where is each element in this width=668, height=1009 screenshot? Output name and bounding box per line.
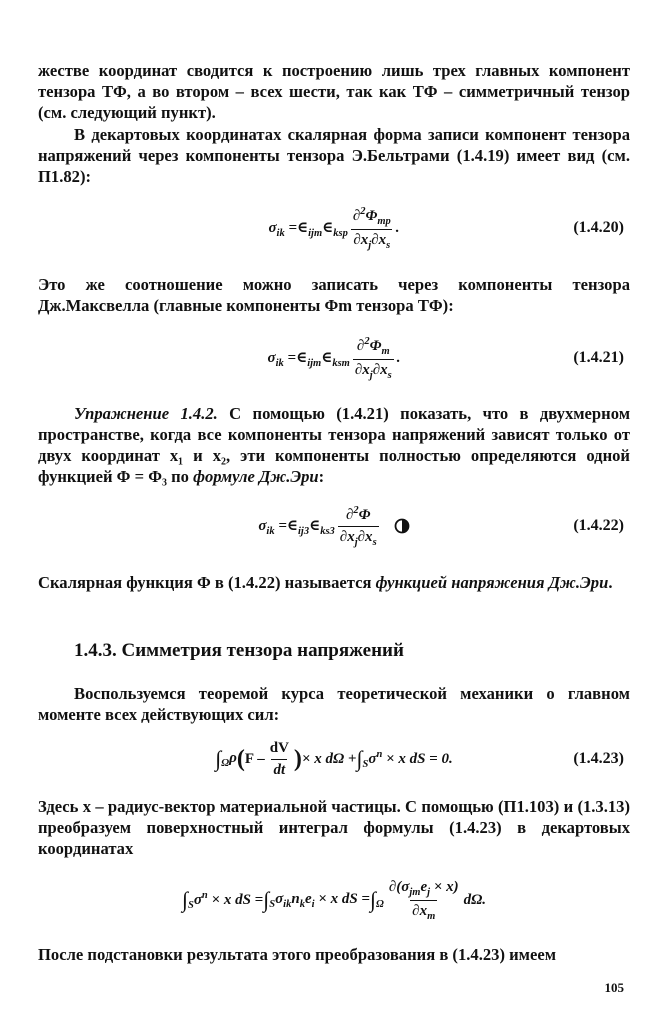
equation-number: (1.4.20) [573, 219, 624, 236]
equation-number: (1.4.21) [573, 349, 624, 366]
paragraph-8: После подстановки результата этого преобразования в (1.4.23) имеем [38, 945, 557, 964]
section-heading: 1.4.3. Симметрия тензора напряжений [74, 640, 404, 661]
airy-formula-term: формуле Дж.Эри [193, 467, 319, 486]
paragraph-2: В декартовых координатах скалярная форма записи компонент тензора напряжений через компоненты тензора Э.Бельтрами (1.4.19) имеет вид (см. П1.82): [38, 125, 630, 186]
paragraph-1: жестве координат сводится к построению лишь трех главных компонент тензора TΦ, а во втором – всех шести, так как TΦ – симметричный тензор (см. следующий пункт). [38, 61, 630, 122]
page-number: 105 [604, 980, 624, 995]
formula-1-4-21: $\sigma_{ik}$ $=\in_{ijm}\in_{ksm}$ $\frac{\partial^2\Phi_m}{\partial x_j\partial x_s}$ . [267, 335, 401, 381]
airy-function-text: Скалярная функция Φ в (1.4.22) называется [38, 573, 376, 592]
paragraph-7: Здесь x – радиус-вектор материальной частицы. С помощью (П1.103) и (1.3.13) преобразуем поверхностный интеграл формулы (1.4.23) в декартовых координатах [38, 797, 630, 858]
equation-1-4-20 [0, 198, 668, 258]
paragraph-3: Это же соотношение можно записать через компоненты тензора Дж.Максвелла (главные компоненты Φm тензора TΦ): [38, 275, 630, 315]
formula-1-4-20: $\sigma_{ik}$ $=\in_{ijm}\in_{ksp}$ $\frac{\partial^2\Phi_{mp}}{\partial x_j\partial x_s}$ . [268, 205, 400, 251]
equation-1-4-23 [0, 728, 668, 790]
formula-1-4-23: ∫ $_\Omega$ρ ( F – $\frac{dV}{dt}$ ) × x dΩ + ∫ $_S\sigma^n \times x$ dS = 0. [215, 739, 453, 778]
equation-1-4-21 [0, 328, 668, 388]
equation-1-4-22 [0, 496, 668, 556]
airy-function-end: . [608, 573, 613, 592]
exercise-end: : [318, 467, 325, 486]
exercise-text: С помощью (1.4.21) показать, что в двухмерном пространстве, когда все компоненты тензора напряжений зависят только от двух координат x₁ и x₂, эти компоненты полностью определяются одной функцией Φ = Φ₃ по [38, 404, 630, 486]
exercise-label: Упражнение 1.4.2. [74, 404, 218, 423]
paragraph-4 [38, 403, 630, 487]
equation-number: (1.4.22) [573, 517, 624, 534]
formula-surface-integral: ∫ $_S\sigma^n \times x$ dS = ∫ $_S\sigma_{ik}n_ke_i \times x$ dS = ∫ $_\Omega$ $\frac{\partial(\sigma_{jm}e_j \times x)}{\partial x_m}$ dΩ. [181, 878, 487, 922]
paragraph-5 [38, 572, 630, 593]
half-circle-icon [394, 518, 410, 534]
formula-1-4-22: $\sigma_{ik}$ $=\in_{ij3}\in_{ks3}$ $\frac{\partial^2\Phi}{\partial x_j\partial x_s}$ [0, 496, 668, 556]
equation-surface-integral [0, 868, 668, 932]
equation-number: (1.4.23) [573, 750, 624, 767]
paragraph-6: Воспользуемся теоремой курса теоретической механики о главном моменте всех действующих сил: [38, 684, 630, 724]
airy-function-term: функцией напряжения Дж.Эри [375, 573, 609, 592]
